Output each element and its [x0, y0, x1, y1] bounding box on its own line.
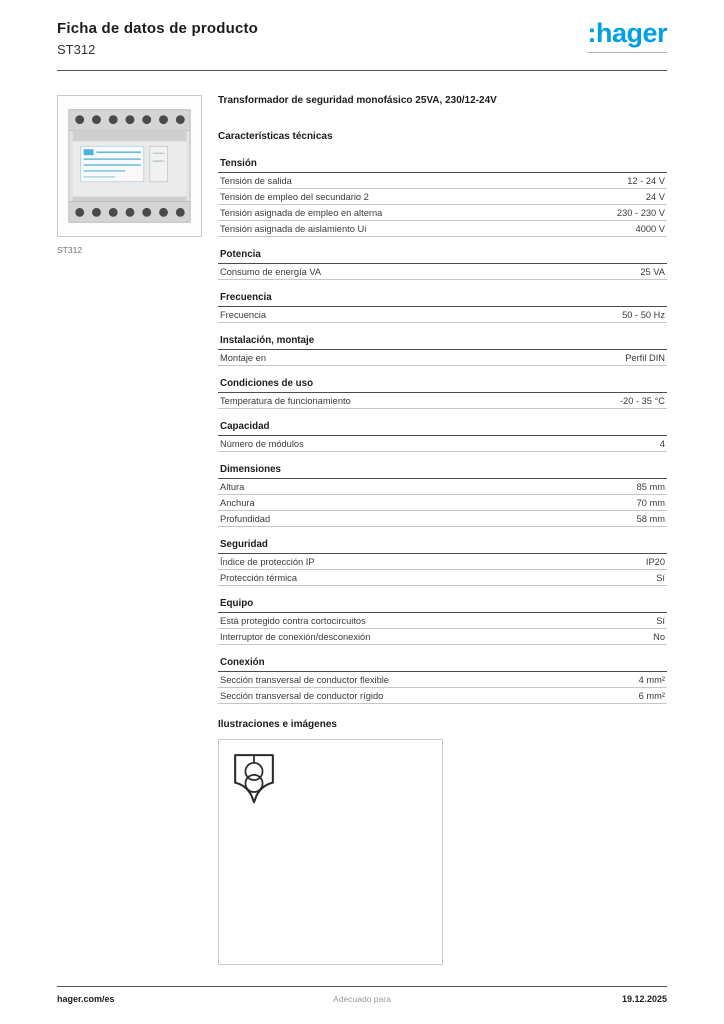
spec-label: Tensión de empleo del secundario 2: [220, 192, 369, 202]
spec-row: [218, 264, 667, 280]
spec-label: Profundidad: [220, 514, 271, 524]
spec-label: Tensión asignada de aislamiento Ui: [220, 224, 367, 234]
spec-row: [218, 570, 667, 586]
header-text-block: [57, 20, 258, 57]
product-name: Transformador de seguridad monofásico 25VA, 230/12-24V: [218, 95, 497, 106]
safety-isolating-transformer-symbol-icon: [230, 751, 278, 809]
spec-value: 6 mm²: [638, 691, 665, 701]
spec-label: Índice de protección IP: [220, 557, 315, 567]
spec-section-title: Capacidad: [218, 418, 667, 436]
spec-row: [218, 189, 667, 205]
spec-label: Anchura: [220, 498, 255, 508]
spec-row: [218, 393, 667, 409]
spec-row: [218, 173, 667, 189]
footer-center-text: Adecuado para: [333, 994, 391, 1004]
footer-row: [57, 994, 667, 1004]
spec-section-title: Tensión: [218, 155, 667, 173]
page-footer: [57, 986, 667, 1004]
spec-row: [218, 350, 667, 366]
product-code: ST312: [57, 42, 96, 57]
spec-section: [218, 375, 667, 409]
spec-section: [218, 461, 667, 527]
spec-label: Montaje en: [220, 353, 266, 363]
spec-value: 70 mm: [636, 498, 665, 508]
spec-value: 4 mm²: [638, 675, 665, 685]
spec-value: Sí: [656, 573, 665, 583]
spec-label: Temperatura de funcionamiento: [220, 396, 351, 406]
tech-specs-heading: Características técnicas: [218, 131, 333, 142]
spec-row: [218, 554, 667, 570]
spec-section: [218, 536, 667, 586]
spec-value: 25 VA: [640, 267, 665, 277]
footer-website: hager.com/es: [57, 994, 115, 1004]
spec-section: [218, 418, 667, 452]
spec-row: [218, 613, 667, 629]
spec-label: Protección térmica: [220, 573, 297, 583]
spec-row: [218, 688, 667, 704]
spec-value: 4: [659, 439, 665, 449]
spec-section-title: Frecuencia: [218, 289, 667, 307]
header-divider: [57, 70, 667, 71]
footer-date: 19.12.2025: [621, 994, 667, 1004]
hager-logo: :hager: [587, 20, 667, 53]
spec-section-title: Seguridad: [218, 536, 667, 554]
spec-label: Frecuencia: [220, 310, 266, 320]
spec-section-title: Potencia: [218, 246, 667, 264]
spec-value: IP20: [645, 557, 665, 567]
page-header: [57, 20, 667, 57]
spec-row: [218, 629, 667, 645]
spec-row: [218, 511, 667, 527]
spec-label: Consumo de energía VA: [220, 267, 322, 277]
spec-section: [218, 289, 667, 323]
spec-label: Tensión asignada de empleo en alterna: [220, 208, 383, 218]
spec-section-title: Condiciones de uso: [218, 375, 667, 393]
spec-value: 85 mm: [636, 482, 665, 492]
spec-value: No: [653, 632, 665, 642]
spec-value: 230 - 230 V: [616, 208, 665, 218]
spec-row: [218, 221, 667, 237]
spec-row: [218, 672, 667, 688]
spec-row: [218, 205, 667, 221]
illustrations-heading: Ilustraciones e imágenes: [218, 719, 337, 730]
spec-row: [218, 495, 667, 511]
spec-column: [218, 95, 667, 965]
spec-value: Sí: [656, 616, 665, 626]
illustration-box: [218, 739, 443, 965]
spec-value: 58 mm: [636, 514, 665, 524]
spec-label: Número de módulos: [220, 439, 304, 449]
spec-section: [218, 654, 667, 704]
product-image-caption: ST312: [57, 245, 83, 255]
spec-section: [218, 246, 667, 280]
spec-value: 4000 V: [635, 224, 665, 234]
spec-label: Está protegido contra cortocircuitos: [220, 616, 366, 626]
spec-section: [218, 155, 667, 237]
din-rail-transformer-photo-icon: [58, 96, 201, 236]
spec-sections: [218, 155, 667, 704]
footer-divider: [57, 986, 667, 987]
spec-section-title: Dimensiones: [218, 461, 667, 479]
spec-value: 12 - 24 V: [627, 176, 665, 186]
spec-label: Sección transversal de conductor rígido: [220, 691, 384, 701]
spec-label: Altura: [220, 482, 245, 492]
spec-value: 24 V: [645, 192, 665, 202]
spec-value: -20 - 35 °C: [619, 396, 665, 406]
spec-value: 50 - 50 Hz: [622, 310, 665, 320]
spec-row: [218, 436, 667, 452]
spec-value: Perfil DIN: [625, 353, 665, 363]
spec-section-title: Instalación, montaje: [218, 332, 667, 350]
product-image: [57, 95, 202, 237]
spec-section-title: Conexión: [218, 654, 667, 672]
page-title: Ficha de datos de producto: [57, 20, 259, 37]
spec-section-title: Equipo: [218, 595, 667, 613]
spec-label: Tensión de salida: [220, 176, 292, 186]
spec-row: [218, 479, 667, 495]
spec-row: [218, 307, 667, 323]
product-image-column: [57, 95, 202, 255]
spec-section: [218, 332, 667, 366]
spec-label: Interruptor de conexión/desconexión: [220, 632, 371, 642]
spec-section: [218, 595, 667, 645]
spec-label: Sección transversal de conductor flexible: [220, 675, 389, 685]
